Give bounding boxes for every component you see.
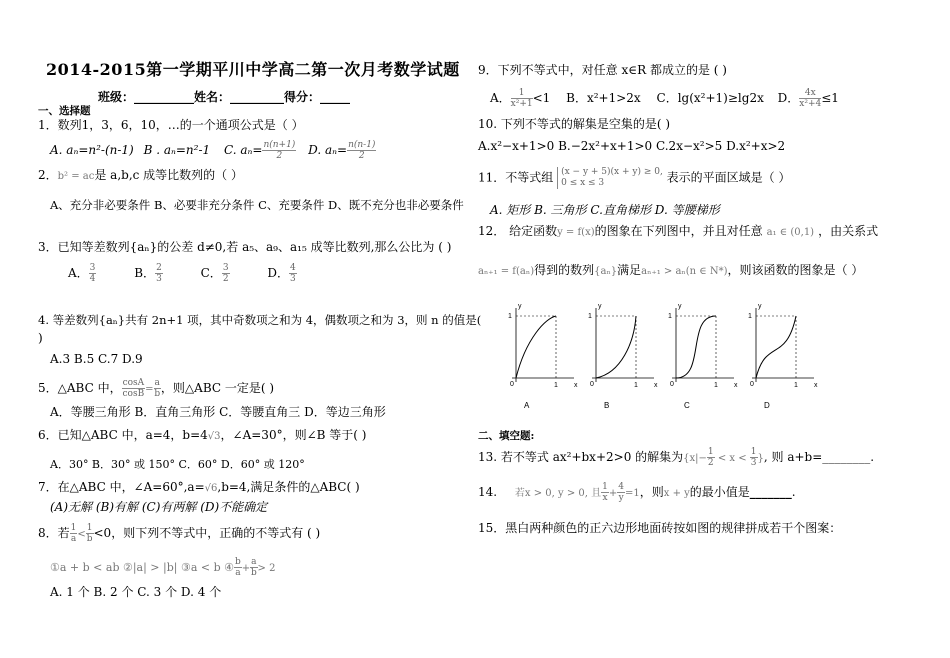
question-3: 3．已知等差数列{aₙ}的公差 d≠0,若 a₅、a₉、a₁₅ 成等比数列,那么公比为 ( )	[38, 240, 452, 254]
question-6: 6．已知△ABC 中，a=4，b=4√3，∠A=30°，则∠B 等于( )	[38, 428, 367, 442]
q11-system: (x − y + 5)(x + y) ≥ 0, 0 ≤ x ≤ 3	[557, 167, 663, 189]
graph-B-label: B	[604, 401, 610, 410]
graph-D-y-label: y	[758, 303, 762, 310]
graph-A-x-label: x	[574, 382, 578, 389]
question-4: 4. 等差数列{aₙ}共有 2n+1 项，其中奇数项之和为 4，偶数项之和为 3，则 n 的值是(	[38, 313, 482, 327]
question-8: 8．若 $\frac{1}{a}$ < $\frac{1}{b}$ <0，则下列不等式中，正确的不等式有 ( )	[38, 523, 321, 544]
question-12-cont: aₙ₊₁ = f(aₙ)得到的数列{aₙ}满足aₙ₊₁ > aₙ(n ∈ N*)，则该函数的图象是（ ）	[478, 263, 864, 277]
question-2: 2．b² = ac是 a,b,c 成等比数列的（ ）	[38, 168, 243, 182]
q1-option-d: D. aₙ=	[308, 143, 348, 157]
question-10: 10. 下列不等式的解集是空集的是( )	[478, 117, 671, 131]
graph-B-origin: 0	[590, 381, 594, 388]
graph-C-y-label: y	[678, 303, 682, 310]
student-info	[98, 90, 350, 104]
q5-options: A．等腰三角形 B．直角三角形 C．等腰直角三 D．等边三角形	[50, 405, 386, 419]
q2-options: A、充分非必要条件 B、必要非充分条件 C、充要条件 D、既不充分也非必要条件	[50, 198, 464, 212]
q1-option-a: A. aₙ=n²-(n-1)	[50, 143, 134, 157]
graph-C-label: C	[684, 401, 690, 410]
graph-B-curve	[596, 316, 636, 378]
graph-C-y-one: 1	[668, 313, 672, 320]
q8-items: ①a + b < ab ②|a| > |b| ③a < b ④ $\frac{b}{a}$ + $\frac{a}{b}$ > 2	[50, 557, 276, 578]
graph-B-y-label: y	[598, 303, 602, 310]
q3-options: A． $\frac{3}{4}$ B． $\frac{2}{3}$ C． $\frac{3}{2}$ D． $\frac{4}{3}$	[68, 263, 296, 284]
q4-options: A.3 B.5 C.7 D.9	[50, 352, 143, 366]
score-blank[interactable]: _____	[320, 90, 351, 104]
q1-c-fraction: $\frac{n(n+1)}{2}$	[263, 140, 296, 161]
graph-D-x-label: x	[814, 382, 818, 389]
question-14: 14. 若x > 0, y > 0, 且 $\frac{1}{x}$ + $\frac{4}{y}$ =1，则x + y的最小值是_______.	[478, 482, 796, 503]
graph-A-curve	[516, 316, 556, 378]
question-15: 15．黑白两种颜色的正六边形地面砖按如图的规律拼成若干个图案：	[478, 521, 842, 535]
q1-d-fraction: $\frac{n(n-1)}{2}$	[348, 140, 376, 161]
q2-formula: b² = ac	[57, 171, 95, 182]
question-13: 13. 若不等式 ax²+bx+2>0 的解集为{x|− $\frac{1}{2}$ < x < $\frac{1}{3}$ }, 则 a+b=________.	[478, 447, 875, 468]
q1-option-c: C. aₙ=	[223, 143, 263, 157]
class-blank[interactable]: __________	[134, 90, 195, 104]
graph-A-y-label: y	[518, 303, 522, 310]
q9-options: A． $\frac{1}{\text{x²+1}}$ <1 B．x²+1>2x C．lg(x²+1)≥lg2x D． $\frac{4x}{\text{x²+4}}$ ≤1	[490, 88, 839, 109]
q4-close: )	[38, 331, 43, 345]
name-blank[interactable]: _________	[230, 90, 285, 104]
graph-A-y-one: 1	[508, 313, 512, 320]
graph-C-x-one: 1	[714, 382, 718, 389]
question-11: 11．不等式组 (x − y + 5)(x + y) ≥ 0, 0 ≤ x ≤ 3 表示的平面区域是（ ）	[478, 167, 791, 188]
graph-D-label: D	[764, 401, 770, 410]
section-choice: 一、选择题	[38, 105, 91, 117]
question-5: 5．△ABC 中， $\frac{\cos A}{\cos B}$ = $\frac{a}{b}$ ，则△ABC 一定是( )	[38, 378, 275, 399]
graph-C-origin: 0	[670, 381, 674, 388]
graph-C-x-label: x	[734, 382, 738, 389]
graph-D-curve	[756, 316, 796, 378]
graph-B-y-one: 1	[588, 313, 592, 320]
page-title: 2014-2015第一学期平川中学高二第一次月考数学试题	[46, 60, 460, 79]
name-label: 姓名：	[194, 90, 231, 104]
q1-option-b: B . aₙ=n²-1	[143, 143, 211, 157]
q12-graphs	[506, 303, 846, 419]
graph-A-origin: 0	[510, 381, 514, 388]
graph-D-x-one: 1	[794, 382, 798, 389]
question-9: 9．下列不等式中，对任意 x∈R 都成立的是 ( )	[478, 63, 727, 77]
q14-blank[interactable]: _______	[749, 485, 792, 499]
question-7: 7．在△ABC 中，∠A=60°,a=√6,b=4,满足条件的△ABC( )	[38, 480, 360, 494]
graph-C-curve	[676, 316, 716, 378]
graph-A-label: A	[524, 401, 530, 410]
q6-options: A．30° B．30° 或 150° C．60° D．60° 或 120°	[50, 458, 305, 471]
question-12: 12． 给定函数y = f(x)的图象在下列图中，并且对任意 a₁ ∈ (0,1) ，由关系式	[478, 224, 879, 238]
graph-A-x-one: 1	[554, 382, 558, 389]
class-label: 班级：	[98, 90, 135, 104]
q12-graphs-svg	[506, 303, 846, 416]
score-label: 得分：	[284, 90, 321, 104]
graph-B-x-label: x	[654, 382, 658, 389]
graph-D-origin: 0	[750, 381, 754, 388]
q1-options	[50, 140, 376, 161]
q11-options: A. 矩形 B. 三角形 C.直角梯形 D. 等腰梯形	[490, 203, 720, 217]
section-fill: 二、填空题:	[478, 430, 535, 442]
graph-B-x-one: 1	[634, 382, 638, 389]
q8-options: A. 1 个 B. 2 个 C. 3 个 D. 4 个	[50, 585, 222, 599]
q10-options: A.x²−x+1>0 B.−2x²+x+1>0 C.2x−x²>5 D.x²+x>2	[478, 139, 786, 153]
graph-D-y-one: 1	[748, 313, 752, 320]
q7-options: (A)无解 (B)有解 (C)有两解 (D)不能确定	[50, 500, 268, 514]
question-1: 1．数列1，3，6，10，…的一个通项公式是（ ）	[38, 118, 304, 132]
